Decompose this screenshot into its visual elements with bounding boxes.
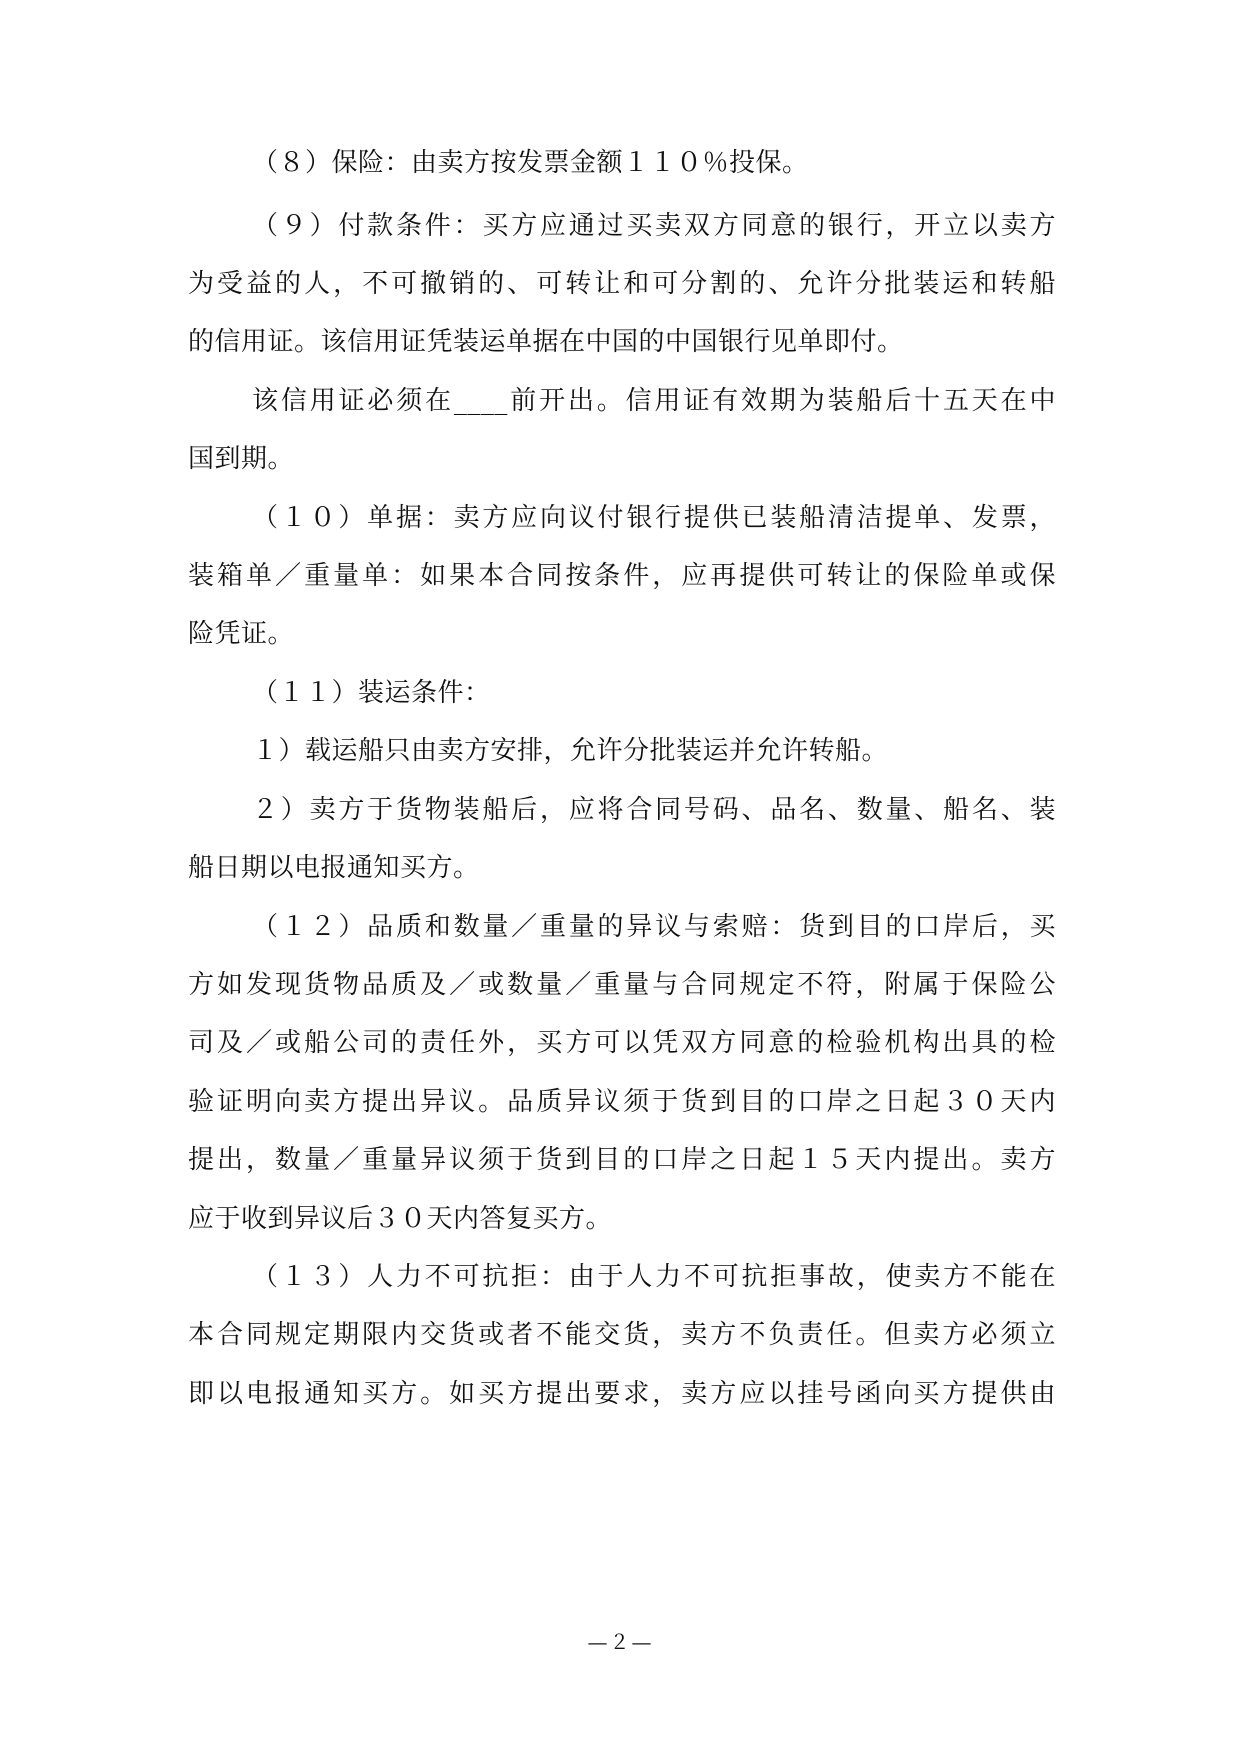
clause-10-documents-line-2: 装箱单／重量单：如果本合同按条件，应再提供可转让的保险单或保 <box>188 561 1056 591</box>
clause-8-insurance: （８）保险：由卖方按发票金额１１０％投保。 <box>252 148 809 178</box>
credit-validity-line-2: 国到期。 <box>188 444 295 474</box>
clause-13-force-majeure-line-1: （１３）人力不可抗拒：由于人力不可抗拒事故，使卖方不能在 <box>252 1262 1056 1292</box>
clause-9-payment-line-3: 的信用证。该信用证凭装运单据在中国的中国银行见单即付。 <box>188 327 904 357</box>
clause-9-payment-line-1: （９）付款条件：买方应通过买卖双方同意的银行，开立以卖方 <box>252 211 1056 241</box>
clause-12-claims-line-2: 方如发现货物品质及／或数量／重量与合同规定不符，附属于保险公 <box>188 970 1056 1000</box>
shipment-item-2-line-1: ２）卖方于货物装船后，应将合同号码、品名、数量、船名、装 <box>252 795 1056 825</box>
shipment-item-2-line-2: 船日期以电报通知买方。 <box>188 853 480 883</box>
clause-12-claims-line-3: 司及／或船公司的责任外，买方可以凭双方同意的检验机构出具的检 <box>188 1028 1056 1058</box>
shipment-item-1: １）载运船只由卖方安排，允许分批装运并允许转船。 <box>252 736 889 766</box>
page-number: —２— <box>587 1630 654 1654</box>
clause-10-documents-line-1: （１０）单据：卖方应向议付银行提供已装船清洁提单、发票， <box>252 503 1056 533</box>
clause-13-force-majeure-line-2: 本合同规定期限内交货或者不能交货，卖方不负责任。但卖方必须立 <box>188 1320 1056 1350</box>
clause-12-claims-line-6: 应于收到异议后３０天内答复买方。 <box>188 1204 613 1234</box>
clause-10-documents-line-3: 险凭证。 <box>188 619 295 649</box>
credit-validity-line-1: 该信用证必须在____前开出。信用证有效期为装船后十五天在中 <box>252 386 1056 416</box>
clause-9-payment-line-2: 为受益的人，不可撤销的、可转让和可分割的、允许分批装运和转船 <box>188 269 1056 299</box>
clause-13-force-majeure-line-3: 即以电报通知买方。如买方提出要求，卖方应以挂号函向买方提供由 <box>188 1379 1056 1409</box>
clause-12-claims-line-1: （１２）品质和数量／重量的异议与索赔：货到目的口岸后，买 <box>252 912 1056 942</box>
clause-12-claims-line-5: 提出，数量／重量异议须于货到目的口岸之日起１５天内提出。卖方 <box>188 1145 1056 1175</box>
clause-11-shipment-heading: （１１）装运条件： <box>252 678 491 708</box>
clause-12-claims-line-4: 验证明向卖方提出异议。品质异议须于货到目的口岸之日起３０天内 <box>188 1087 1056 1117</box>
